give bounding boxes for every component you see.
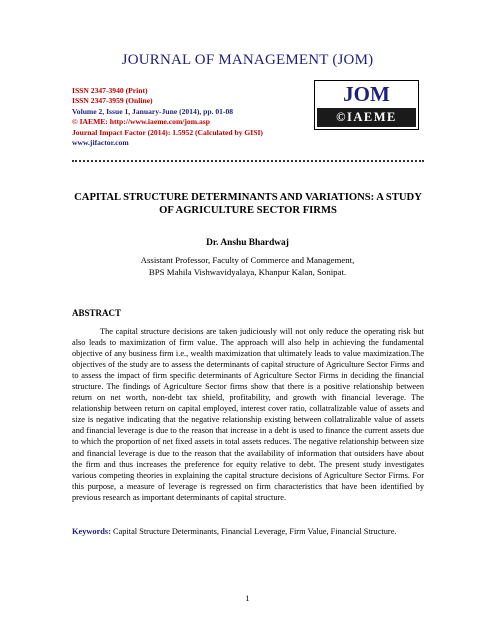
keywords xyxy=(72,526,424,537)
issn-print: ISSN 2347-3940 (Print) xyxy=(72,86,148,95)
page-number: 1 xyxy=(245,594,250,603)
keywords-label: Keywords: xyxy=(72,527,111,536)
logo-jom-text: JOM xyxy=(343,82,390,106)
journal-title: JOURNAL OF MANAGEMENT (JOM) xyxy=(121,52,374,68)
author-name: Dr. Anshu Bhardwaj xyxy=(206,238,289,248)
affiliation-line: Assistant Professor, Faculty of Commerce and Management, xyxy=(140,255,355,265)
jifactor-link[interactable]: www.jifactor.com xyxy=(72,138,129,148)
issn-online: ISSN 2347-3959 (Online) xyxy=(72,96,153,106)
abstract-heading: ABSTRACT xyxy=(72,308,122,318)
iaeme-link[interactable]: © IAEME: http://www.iaeme.com/jom.asp xyxy=(72,117,210,127)
author-affiliation xyxy=(0,255,495,278)
abstract-body: The capital structure decisions are taken judiciously will not only reduce the operating risk but also leads to maximization of firm value. The approach will also help in achieving the fundamental objective of any business firm i.e., wealth maximization that ultimately leads to value maximization.The objectives of the study are to assess the determinants of capital structure of Agriculture Sector Firms and to assess the impact of firm specific determinants of Agriculture Sector Firms in deciding the financial structure. The findings of Agriculture Sector firms show that there is a positive relationship between return on net worth, non-debt tax shield, profitability, and growth with financial leverage. The relationship between return on capital employed, interest cover ratio, collatralizable value of assets and size is negative indicating that the negative relationship existing between collatralizable value of assets and financial leverage is due to the reason that increase in a debt is used to finance the current assets due to which the proportion of net fixed assets in total assets reduces. The negative relationship between size and financial leverage is due to the reason that the availability of information that outsiders have about the firm and thus increases the preference for equity relative to debt. The present study investigates various competing theories in explaining the capital structure decisions of Agriculture Sector Firms. For this purpose, a measure of leverage is regressed on firm characteristics that have been identified by previous research as important determinants of capital structure. xyxy=(72,327,424,502)
volume-issue: Volume 2, Issue 1, January-June (2014), pp. 01-08 xyxy=(72,106,234,116)
logo-iaeme-text: ©IAEME xyxy=(317,108,416,127)
keywords-text: Capital Structure Determinants, Financial Leverage, Firm Value, Financial Structure. xyxy=(113,527,397,536)
jom-iaeme-logo xyxy=(314,80,419,130)
affiliation-line: BPS Mahila Vishwavidyalaya, Khanpur Kalan, Sonipat. xyxy=(148,266,347,277)
impact-factor: Journal Impact Factor (2014): 1.5952 (Calculated by GISI) xyxy=(72,127,263,137)
header-divider xyxy=(72,160,424,162)
journal-meta xyxy=(72,86,263,148)
paper-title: CAPITAL STRUCTURE DETERMINANTS AND VARIATIONS: A STUDY OF AGRICULTURE SECTOR FIRMS xyxy=(74,192,422,216)
